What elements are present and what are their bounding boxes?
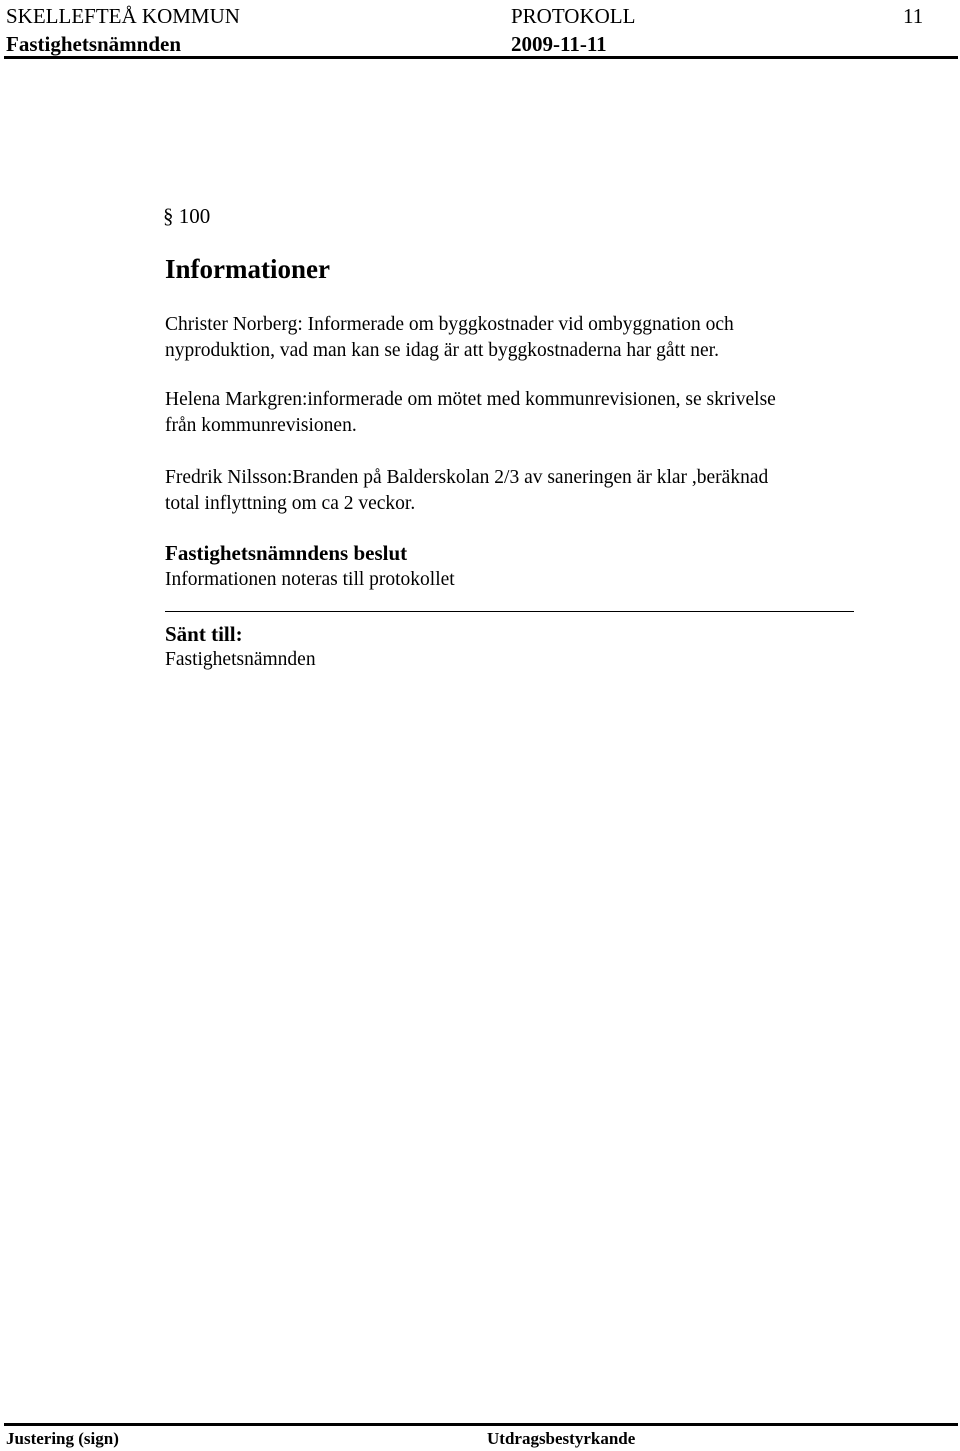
paragraph-number: 100 bbox=[178, 204, 211, 228]
paragraph-line: Christer Norberg: Informerade om byggkostnader vid ombyggnation och bbox=[165, 314, 734, 335]
distribution-recipient: Fastighetsnämnden bbox=[165, 649, 316, 670]
paragraph-2 bbox=[165, 387, 776, 439]
organization-name: SKELLEFTEÅ KOMMUN bbox=[6, 4, 240, 28]
paragraph-3 bbox=[165, 465, 768, 517]
decision-text: Informationen noteras till protokollet bbox=[165, 569, 455, 590]
page-number: 11 bbox=[903, 4, 924, 28]
department-name: Fastighetsnämnden bbox=[6, 32, 182, 56]
paragraph-1 bbox=[165, 312, 734, 364]
section-title: Informationer bbox=[165, 254, 330, 284]
section-divider bbox=[165, 611, 854, 612]
header-rule bbox=[4, 56, 958, 59]
paragraph-line: nyproduktion, vad man kan se idag är att byggkostnaderna har gått ner. bbox=[165, 340, 719, 361]
paragraph-line: Fredrik Nilsson:Branden på Balderskolan 2/3 av saneringen är klar ,beräknad bbox=[165, 467, 769, 488]
meeting-date: 2009-11-11 bbox=[511, 32, 607, 56]
paragraph-line: från kommunrevisionen. bbox=[165, 415, 357, 436]
paragraph-line: Helena Markgren:informerade om mötet med kommunrevisionen, se skrivelse bbox=[165, 389, 776, 410]
paragraph-line: total inflyttning om ca 2 veckor. bbox=[165, 493, 416, 514]
footer-utdragsbestyrkande: Utdragsbestyrkande bbox=[487, 1429, 636, 1448]
paragraph-number-line bbox=[163, 203, 210, 229]
decision-heading: Fastighetsnämndens beslut bbox=[165, 541, 408, 565]
document-type: PROTOKOLL bbox=[511, 4, 636, 28]
footer-rule bbox=[4, 1423, 958, 1426]
paragraph-symbol: § bbox=[163, 204, 174, 228]
distribution-heading: Sänt till: bbox=[165, 622, 243, 646]
footer-justering: Justering (sign) bbox=[6, 1429, 119, 1448]
